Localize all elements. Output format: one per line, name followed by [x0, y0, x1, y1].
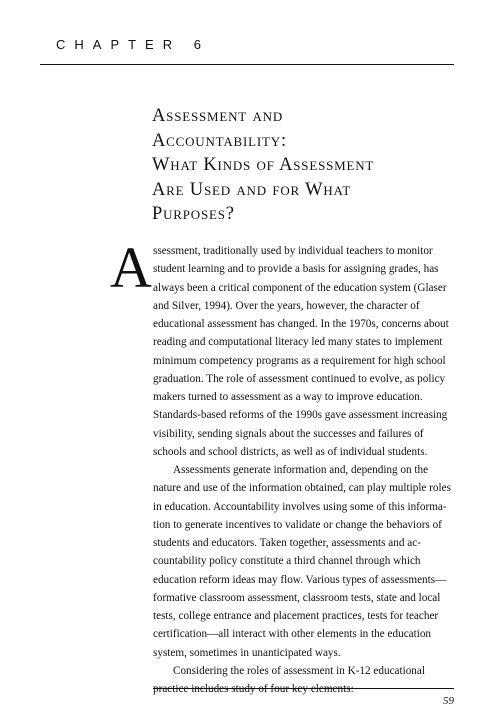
body-text: [153, 242, 453, 698]
text-line: education reform ideas may flow. Various types of assessments—: [153, 573, 447, 586]
text-line: certification—all interact with other elements in the education: [153, 628, 432, 641]
text-line: makers turned to assessment as a way to improve education.: [153, 391, 423, 403]
text-line: system, sometimes in unanticipated ways.: [153, 646, 341, 659]
text-line: schools and school districts, as well as of individual students.: [153, 445, 428, 458]
text-line: ssessment, traditionally used by individual teachers to monitor: [153, 245, 433, 257]
text-line: students and educators. Taken together, assessments and ac-: [153, 537, 421, 549]
text-line: student learning and to provide a basis for assigning grades, has: [153, 263, 439, 276]
text-line: countability policy constitute a third channel through which: [153, 555, 421, 568]
page-number: 59: [443, 695, 454, 707]
paragraph-2: [153, 461, 453, 662]
text-line: nature and use of the information obtained, can play multiple roles: [153, 482, 451, 495]
paragraph-1: [153, 242, 453, 461]
text-line: always been a critical component of the education system (Glaser: [153, 281, 447, 294]
text-line: tests, college entrance and placement practices, tests for teacher: [153, 610, 439, 622]
text-line: graduation. The role of assessment continued to evolve, as policy: [153, 372, 446, 385]
text-line: educational assessment has changed. In the 1970s, concerns about: [153, 318, 449, 330]
chapter-title-line: Assessment and: [152, 106, 284, 126]
chapter-heading: CHAPTER 6: [56, 37, 210, 52]
chapter-title-line: Purposes?: [152, 204, 235, 224]
paragraph-3: [153, 662, 453, 699]
chapter-title: [152, 104, 452, 227]
chapter-title-line: Are Used and for What: [152, 179, 352, 200]
text-line: minimum competency programs as a requirement for high school: [153, 354, 446, 367]
text-line: Considering the roles of assessment in K-12 educational: [173, 664, 425, 677]
text-line: Assessments generate information and, depending on the: [173, 464, 429, 476]
text-line: reading and computational literacy led many states to implement: [153, 336, 443, 349]
text-line: and Silver, 1994). Over the years, however, the character of: [153, 299, 420, 312]
text-line: in education. Accountability involves using some of this informa-: [153, 500, 447, 513]
chapter-title-line: What Kinds of Assessment: [152, 155, 375, 175]
text-line: tion to generate incentives to validate or change the behaviors of: [153, 518, 442, 531]
text-line: Standards-based reforms of the 1990s gave assessment increasing: [153, 409, 448, 422]
text-line: formative classroom assessment, classroom tests, state and local: [153, 591, 441, 604]
text-line: visibility, sending signals about the successes and failures of: [153, 427, 424, 440]
text-line: practice includes study of four key elements:: [153, 683, 354, 695]
bottom-rule: [153, 688, 454, 689]
chapter-title-line: Accountability:: [152, 130, 287, 151]
drop-cap: A: [110, 235, 152, 300]
top-rule: [40, 64, 454, 65]
